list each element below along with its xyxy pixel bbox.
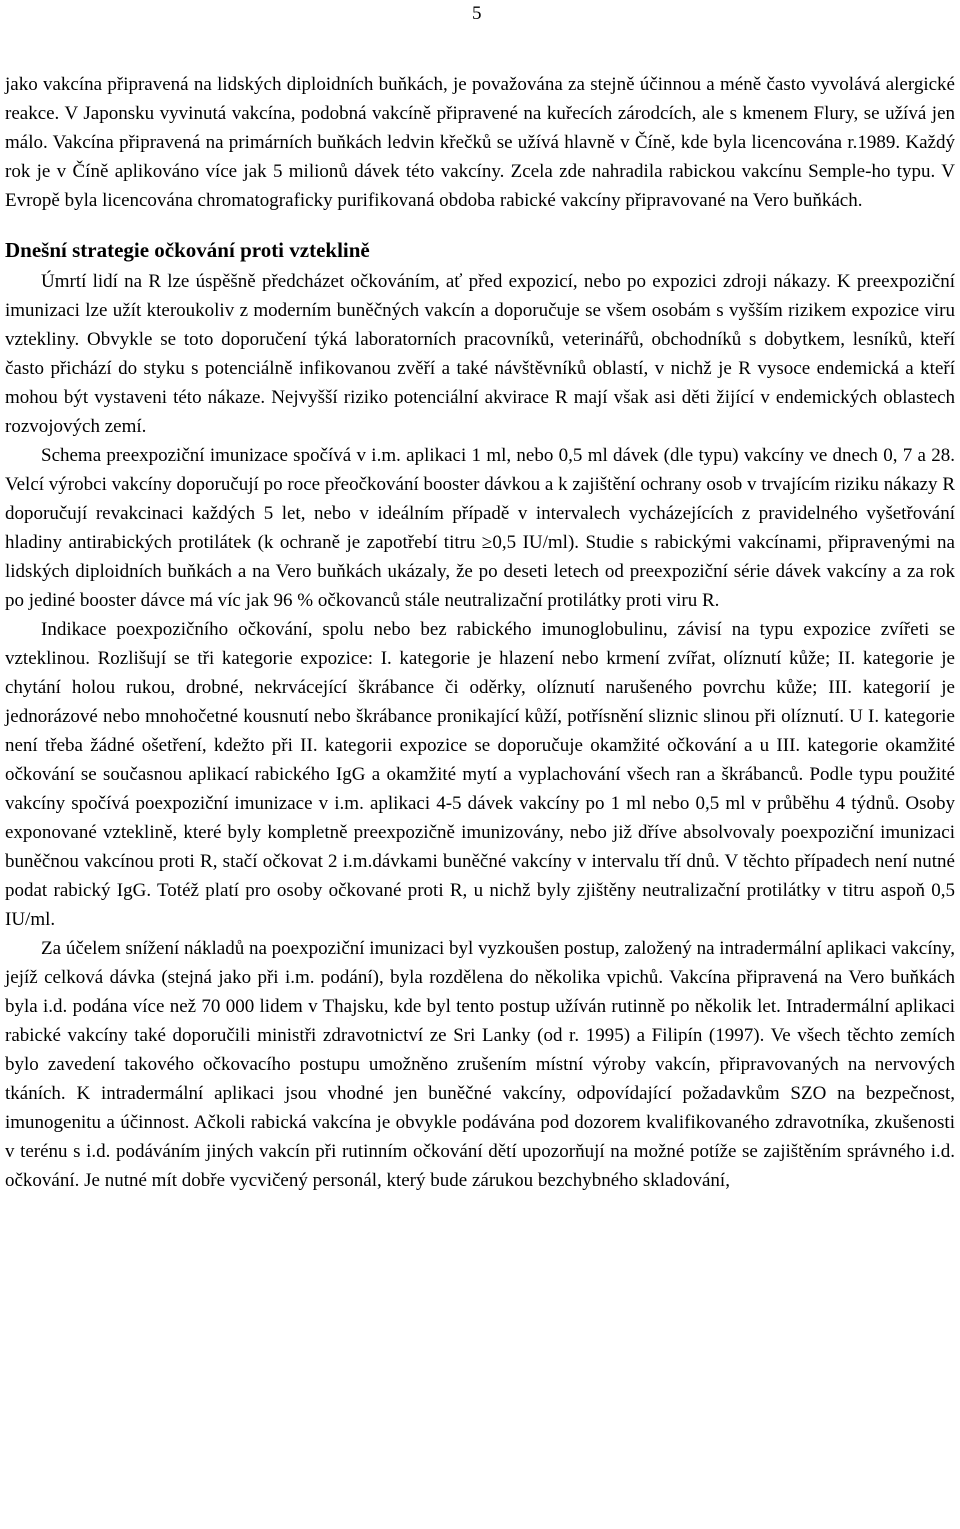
paragraph-prevention: Úmrtí lidí na R lze úspěšně předcházet očkováním, ať před expozicí, nebo po expozici zdroji nákazy. K preexpoziční imunizaci lze užít kteroukoliv z moderním buněčných vakcín a doporučuje se všem osobám s vyšším rizikem expozice viru vztekliny. Obvykle se toto doporučení týká laboratorních pracovníků, veterinářů, obchodníků s dobytkem, lesníků, kteří často přichází do styku s potenciálně infikovanou zvěří a také návštěvníků oblastí, v nichž je R vysoce endemická a kteří mohou být vystaveni této nákaze. Nejvyšší riziko potenciální akvirace R mají však asi děti žijící v endemických oblastech rozvojových zemí. xyxy=(5,271,955,437)
intro-paragraph: jako vakcína připravená na lidských diploidních buňkách, je považována za stejně účinnou a méně často vyvolává alergické reakce. V Japonsku vyvinutá vakcína, podobná vakcíně připravené na kuřecích zárodcích, ale s kmenem Flury, se užívá jen málo. Vakcína připravená na primárních buňkách ledvin křečků se užívá hlavně v Číně, kde byla licencována r.1989. Každý rok je v Číně aplikováno více jak 5 milionů dávek této vakcíny. Zcela zde nahradila rabickou vakcínu Semple-ho typu. V Evropě byla licencována chromatograficky purifikovaná obdoba rabické vakcíny připravované na Vero buňkách. xyxy=(5,74,955,211)
paragraph-postexposure-indication: Indikace poexpozičního očkování, spolu nebo bez rabického imunoglobulinu, závisí na typu expozice zvířeti se vzteklinou. Rozlišují se tři kategorie expozice: I. kategorie je hlazení nebo krmení zvířat, olíznutí kůže; II. kategorie je chytání holou rukou, drobné, nekrvácející škrábance či oděrky, olíznutí narušeného povrchu kůže; III. kategorií je jednorázové nebo mnohočetné kousnutí nebo škrábance pronikající kůží, potřísnění sliznic slinou při olíznutí. U I. kategorie není třeba žádné ošetření, kdežto při II. kategorii expozice se doporučuje okamžité očkování a u III. kategorie okamžité očkování se současnou aplikací rabického IgG a okamžité mytí a vyplachování všech ran a škrábanců. Podle typu použité vakcíny spočívá poexpoziční imunizace v i.m. aplikaci 4-5 dávek vakcíny po 1 ml nebo 0,5 ml v průběhu 4 týdnů. Osoby exponované vzteklině, které byly kompletně preexpozičně imunizovány, nebo již dříve absolvovaly poexpoziční imunizaci buněčnou vakcínou proti R, stačí očkovat 2 i.m.dávkami buněčné vakcíny v intervalu tří dnů. V těchto případech není nutné podat rabický IgG. Totéž platí pro osoby očkované proti R, u nichž byly zjištěny neutralizační protilátky v titru aspoň 0,5 IU/ml. xyxy=(5,619,955,930)
paragraph-intradermal: Za účelem snížení nákladů na poexpoziční imunizaci byl vyzkoušen postup, založený na intradermální aplikaci vakcíny, jejíž celková dávka (stejná jako při i.m. podání), byla rozdělena do několika vpichů. Vakcína připravená na Vero buňkách byla i.d. podána více než 70 000 lidem v Thajsku, kde byl tento postup užíván rutinně po několik let. Intradermální aplikaci rabické vakcíny také doporučili ministři zdravotnictví ze Sri Lanky (od r. 1995) a Filipín (1997). Ve všech těchto zemích bylo zavedení takového očkovacího postupu umožněno zrušením místní výroby vakcín, připravovaných na nervových tkáních. K intradermální aplikaci jsou vhodné jen buněčné vakcíny, odpovídající požadavkům SZO na bezpečnost, imunogenitu a účinnost. Ačkoli rabická vakcína je obvykle podávána pod dozorem kvalifikovaného zdravotníka, zkušenosti v terénu s i.d. podáváním jiných vakcín při rutinním očkování dětí upozorňují na možné potíže se zajištěním správného i.d. očkování. Je nutné mít dobře vycvičený personál, který bude zárukou bezchybného skladování, xyxy=(5,938,955,1191)
paragraph-preexposure-schema: Schema preexpoziční imunizace spočívá v i.m. aplikaci 1 ml, nebo 0,5 ml dávek (dle typu) vakcíny ve dnech 0, 7 a 28. Velcí výrobci vakcíny doporučují po roce přeočkování booster dávkou a k zajištění ochrany osob v trvajícím riziku nákazy R doporučují revakcinaci každých 5 let, nebo v ideálním případě v intervalech vycházejících z pravidelného vyšetřování hladiny antirabických protilátek (k ochraně je zapotřebí titru ≥0,5 IU/ml). Studie s rabickými vakcínami, připravenými na lidských diploidních buňkách a na Vero buňkách ukázaly, že po deseti letech od preexpoziční série dávek vakcíny a za rok po jediné booster dávce má víc jak 96 % očkovanců stále neutralizační protilátky proti viru R. xyxy=(5,445,955,611)
section-heading: Dnešní strategie očkování proti vzteklině xyxy=(5,238,370,262)
document-body xyxy=(5,70,955,1195)
page-number: 5 xyxy=(472,3,482,24)
